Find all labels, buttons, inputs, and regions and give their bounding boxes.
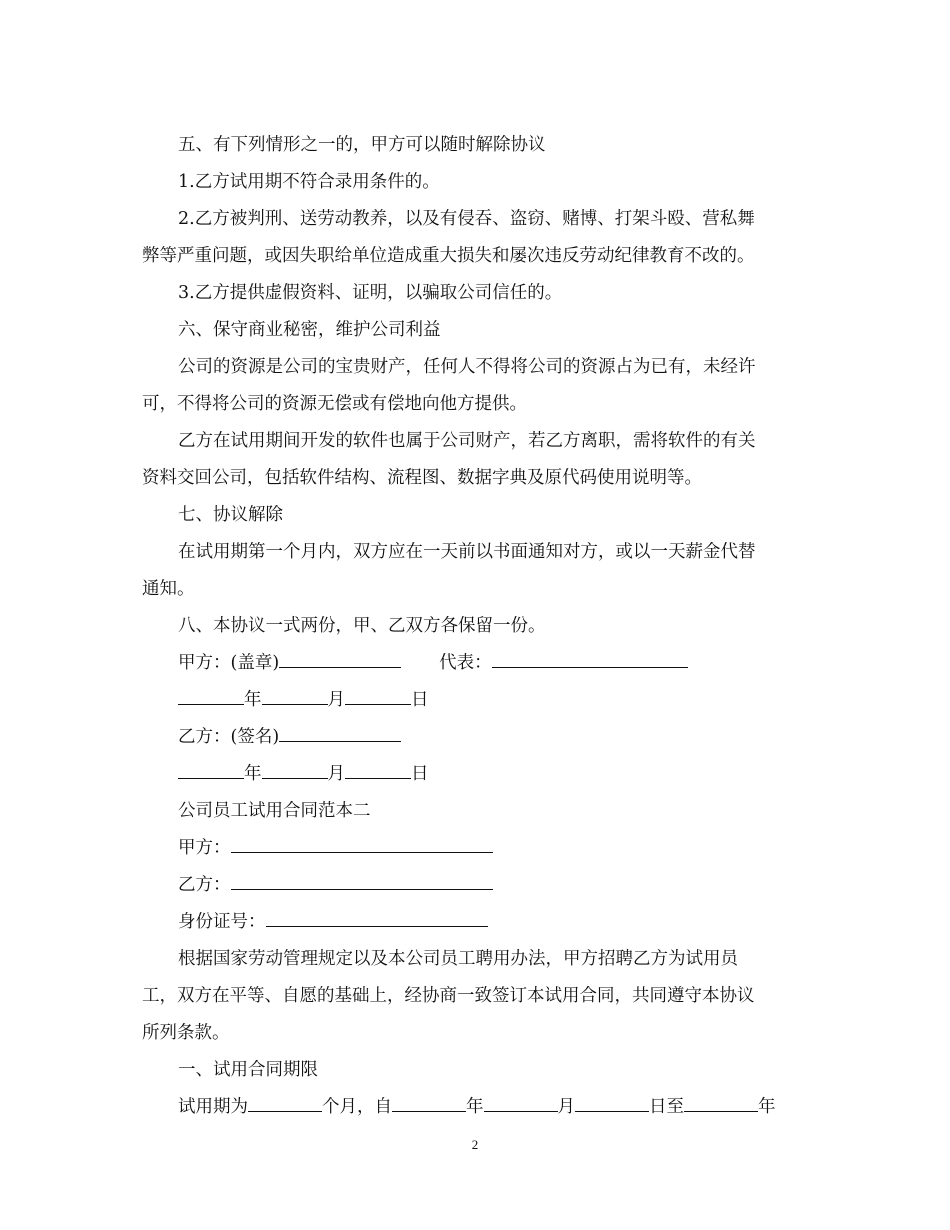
intro-para-cont-2: 所列条款。 — [142, 1023, 230, 1043]
month-label: 月 — [327, 764, 345, 784]
months-blank[interactable] — [248, 1095, 322, 1112]
id-number-blank[interactable] — [266, 910, 488, 927]
day-label: 日 — [411, 764, 429, 784]
clause-5-heading: 五、有下列情形之一的，甲方可以随时解除协议 — [178, 135, 546, 155]
section-1-heading: 一、试用合同期限 — [178, 1060, 318, 1080]
day-blank[interactable] — [345, 762, 411, 779]
intro-para-cont-1: 工，双方在平等、自愿的基础上，经协商一致签订本试用合同，共同遵守本协议 — [142, 986, 755, 1006]
year-label: 年 — [244, 764, 262, 784]
page-number: 2 — [471, 1137, 479, 1152]
trial-period-line — [142, 1089, 807, 1126]
clause-5-item-3: 3.乙方提供虚假资料、证明，以骗取公司信任的。 — [178, 283, 563, 303]
party-b-line — [142, 867, 807, 904]
clause-5-item-2: 2.乙方被判刑、送劳动教养，以及有侵吞、盗窃、赌博、打架斗殴、营私舞 — [178, 209, 755, 229]
clause-7-para-cont: 通知。 — [142, 579, 195, 599]
representative-label: 代表： — [439, 653, 492, 673]
months-label: 个月，自 — [322, 1097, 392, 1117]
clause-5-item-1: 1.乙方试用期不符合录用条件的。 — [178, 172, 440, 192]
clause-7-para: 在试用期第一个月内，双方应在一天前以书面通知对方，或以一天薪金代替 — [178, 542, 756, 562]
period-prefix: 试用期为 — [178, 1097, 248, 1117]
id-number-line — [142, 904, 807, 941]
party-a-blank[interactable] — [231, 836, 493, 853]
party-b-sign-label: 乙方：(签名) — [178, 727, 280, 747]
sign-line-party-a — [142, 645, 807, 682]
template-2-title: 公司员工试用合同范本二 — [178, 801, 371, 821]
start-year-blank[interactable] — [392, 1095, 466, 1112]
clause-7-heading: 七、协议解除 — [178, 505, 283, 525]
clause-6-heading: 六、保守商业秘密，维护公司利益 — [178, 320, 441, 340]
date-line-party-a — [142, 682, 807, 719]
party-a-line — [142, 830, 807, 867]
start-day-blank[interactable] — [575, 1095, 649, 1112]
year-label: 年 — [244, 690, 262, 710]
clause-6-para-2: 乙方在试用期间开发的软件也属于公司财产，若乙方离职，需将软件的有关 — [178, 431, 756, 451]
month-blank[interactable] — [262, 762, 328, 779]
day-label: 日 — [411, 690, 429, 710]
date-line-party-b — [142, 756, 807, 793]
sign-line-party-b — [142, 719, 807, 756]
party-b-sign-blank[interactable] — [279, 725, 401, 742]
start-month-blank[interactable] — [484, 1095, 558, 1112]
representative-blank[interactable] — [492, 651, 688, 668]
start-year-label: 年 — [466, 1097, 484, 1117]
party-a-seal-label: 甲方：(盖章) — [178, 653, 280, 673]
month-label: 月 — [327, 690, 345, 710]
document-body — [142, 127, 807, 1126]
year-blank[interactable] — [178, 762, 244, 779]
month-blank[interactable] — [262, 688, 328, 705]
start-day-label: 日至 — [649, 1097, 684, 1117]
clause-5-item-2-cont: 弊等严重问题，或因失职给单位造成重大损失和屡次违反劳动纪律教育不改的。 — [142, 246, 755, 266]
end-year-blank[interactable] — [684, 1095, 758, 1112]
intro-para: 根据国家劳动管理规定以及本公司员工聘用办法，甲方招聘乙方为试用员 — [178, 949, 738, 969]
party-b-blank[interactable] — [231, 873, 493, 890]
clause-6-para-2-cont: 资料交回公司，包括软件结构、流程图、数据字典及原代码使用说明等。 — [142, 468, 702, 488]
party-b-label: 乙方： — [178, 875, 231, 895]
end-year-label: 年 — [758, 1097, 776, 1117]
party-a-label: 甲方： — [178, 838, 231, 858]
party-a-seal-blank[interactable] — [279, 651, 401, 668]
year-blank[interactable] — [178, 688, 244, 705]
clause-8: 八、本协议一式两份，甲、乙双方各保留一份。 — [178, 616, 546, 636]
clause-6-para-1-cont: 可，不得将公司的资源无偿或有偿地向他方提供。 — [142, 394, 527, 414]
clause-6-para-1: 公司的资源是公司的宝贵财产，任何人不得将公司的资源占为已有，未经许 — [178, 357, 756, 377]
start-month-label: 月 — [557, 1097, 575, 1117]
id-number-label: 身份证号： — [178, 912, 266, 932]
day-blank[interactable] — [345, 688, 411, 705]
